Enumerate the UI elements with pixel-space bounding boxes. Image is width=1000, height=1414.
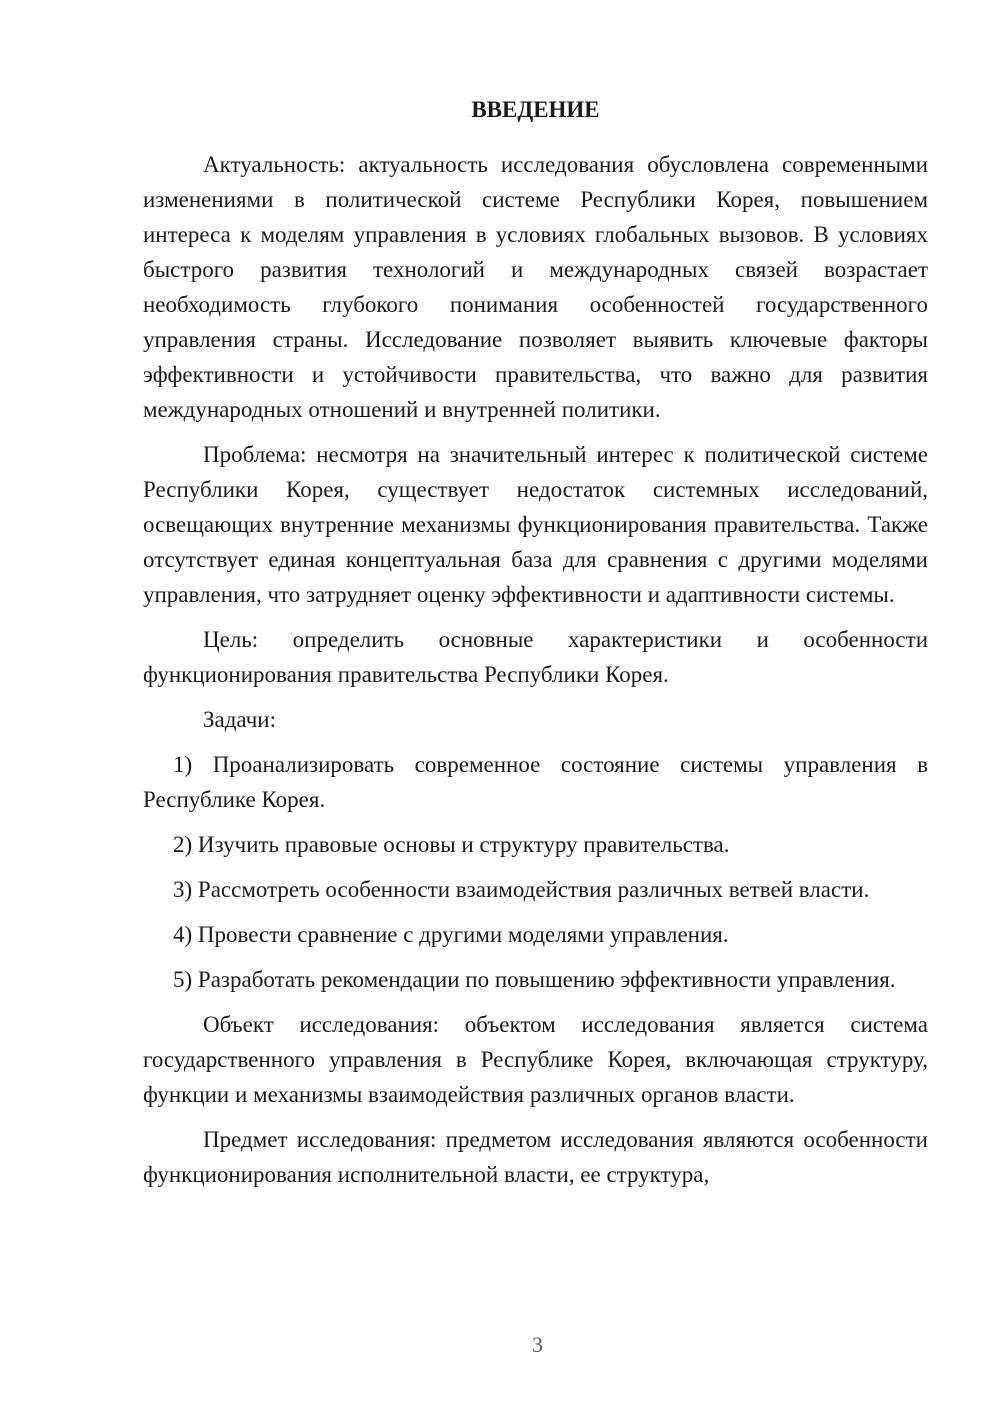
section-heading: ВВЕДЕНИЕ bbox=[471, 97, 600, 122]
task-item: 4) Провести сравнение с другими моделями управления. bbox=[173, 922, 729, 947]
subject-paragraph: Предмет исследования: предметом исследования являются особенности функционирования исполнительной власти, ее структура, bbox=[143, 1127, 928, 1187]
relevance-paragraph: Актуальность: актуальность исследования обусловлена современными изменениями в политической системе Республики Корея, повышением интереса к моделям управления в условиях глобальных вызовов. В условиях быстрого развития технологий и международных связей возрастает необходимость глубокого понимания особенностей государственного управления страны. Исследование позволяет выявить ключевые факторы эффективности и устойчивости правительства, что важно для развития международных отношений и внутренней политики. bbox=[143, 152, 928, 422]
task-item: 5) Разработать рекомендации по повышению эффективности управления. bbox=[173, 967, 896, 992]
problem-paragraph: Проблема: несмотря на значительный интерес к политической системе Республики Корея, существует недостаток системных исследований, освещающих внутренние механизмы функционирования правительства. Также отсутствует единая концептуальная база для сравнения с другими моделями управления, что затрудняет оценку эффективности и адаптивности системы. bbox=[143, 442, 928, 607]
tasks-label: Задачи: bbox=[203, 707, 276, 732]
task-item: 1) Проанализировать современное состояние системы управления в Республике Корея. bbox=[143, 752, 928, 812]
object-paragraph: Объект исследования: объектом исследования является система государственного управления в Республике Корея, включающая структуру, функции и механизмы взаимодействия различных органов власти. bbox=[143, 1012, 928, 1107]
task-item: 3) Рассмотреть особенности взаимодействия различных ветвей власти. bbox=[173, 877, 870, 902]
page-number: 3 bbox=[532, 1332, 543, 1357]
page-body bbox=[143, 92, 928, 1202]
goal-paragraph: Цель: определить основные характеристики и особенности функционирования правительства Республики Корея. bbox=[143, 627, 928, 687]
task-item: 2) Изучить правовые основы и структуру правительства. bbox=[173, 832, 730, 857]
